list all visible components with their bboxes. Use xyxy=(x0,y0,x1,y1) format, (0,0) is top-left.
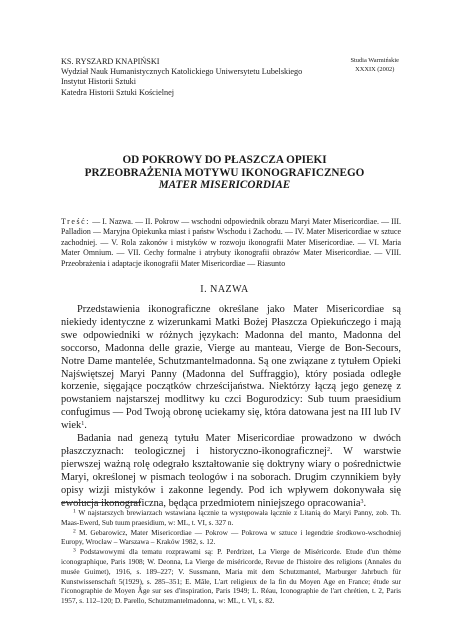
author-affiliation-block xyxy=(61,57,341,98)
footnote-2-number: 2 xyxy=(73,528,76,535)
footnote-1-number: 1 xyxy=(73,508,76,515)
footnote-2 xyxy=(61,528,401,548)
title-line-3: MATER MISERICORDIAE xyxy=(158,179,291,192)
footnote-2-text: M. Gebarowicz, Mater Misericordiae — Pokrow — Pokrowa w sztuce i legendzie środkowo-wschodniej Europy, Wrocław – Warszawa – Kraków 1982, s. 12. xyxy=(61,527,402,547)
paragraph-2-text: Badania nad genezą tytułu Mater Misericordiae prowadzono w dwóch płaszczyznach: teologicznej i historyczno-ikonograficznej xyxy=(61,433,401,457)
footnote-ref-3: 3 xyxy=(360,498,364,505)
paragraph-2-mid: . W warstwie pierwszej ważną rolę odegrało kształtowanie się doktryny wiary o pośrednictwie Maryi, określonej w pismach teologów i na soborach. Drugim czynnikiem były opisy wizji mistyków i zakonne legendy. Pod ich wpływem dokonywała się ewolucja ikonograficzna, będąca przedmiotem niniejszego opracowania xyxy=(61,445,401,509)
footnote-3-number: 3 xyxy=(73,547,76,554)
footnote-ref-2: 2 xyxy=(326,446,330,453)
contents-label: Treść: xyxy=(61,217,91,226)
affiliation-institute: Instytut Historii Sztuki xyxy=(61,77,137,87)
section-heading: I. NAZWA xyxy=(200,284,249,295)
paragraph-1-text: Przedstawienia ikonograficzne określane jako Mater Misericordiae są niekiedy identyczne z wizerunkami Matki Bożej Płaszcza Opiekuńczego i mają swe odpowiedniki w różnych językach: Madonna del manto, Madonna del soccorso, Madonna delle grazie, Vierge au manteau, Vierge de Bon-Secours, Notre Dame mantelée, Schutzmantelmadonna. Są one związane z tytułem Opieki Najświętszej Maryi Panny (Madonna del Suffraggio), który posiada odległe korzenie, sięgające początków chrześcijaństwa. Niektórzy łączą jego genezę z powstaniem najstarszej modlitwy ku czci Bogurodzicy: Sub tuum praesidium confugimus — Pod Twoją obronę uciekamy się, która datowana jest na III lub IV wiek xyxy=(61,304,401,432)
body-text xyxy=(61,304,401,511)
paragraph-2 xyxy=(61,433,401,510)
footnote-separator xyxy=(61,502,141,503)
footnote-1 xyxy=(61,508,401,528)
author-name: KS. RYSZARD KNAPIŃSKI xyxy=(61,57,160,66)
title-line-1: OD POKROWY DO PŁASZCZA OPIEKI xyxy=(122,154,327,166)
footnote-ref-1: 1 xyxy=(81,421,85,428)
contents-text: — I. Nazwa. — II. Pokrow — wschodni odpowiednik obrazu Maryi Mater Misericordiae. — III. Palladion — Maryjna Opiekunka miast i państw Wschodu i Zachodu. — IV. Mater Misericordiae w sztuce zachodniej. — V. Rola zakonów i mistyków w rozwoju ikonografii Mater Misericordiae. — VI. Maria Mater Omnium. — VII. Cechy formalne i atrybuty ikonografii obrazów Mater Misericordiae. — VIII. Przeobrażenia i adaptacje ikonografii Mater Misericordiae — Riasunto xyxy=(61,217,401,268)
footnotes xyxy=(61,508,401,606)
paragraph-2-end: . xyxy=(363,497,367,509)
article-title xyxy=(40,154,409,192)
journal-name: Studia Warmińskie xyxy=(350,57,399,64)
journal-info xyxy=(350,57,399,74)
footnote-3-text: Podstawowymi dla tematu rozprawami są: P. Perdrizet, La Vierge de Miséricorde. Etude d'un thème iconographique, Paris 1908; W. Deonna, La Vierge de miséricorde, Revue de l'histoire des religions (Annales du musée Guimet), 1916, s. 189–227; V. Sussmann, Maria mit dem Schutzmantel, Marburger Jahrbuch für Kunstwissenschaft 5(1929), s. 285–351; E. Mâle, L'art religieux de la fin du Moyen Age en France; étude sur l'iconographie de Moyen Âge sur ses d'inspiration, Paris 1949; L. Réau, Iconographie de l'art chrétien, t. 2, Paris 1957, s. 112–120; D. Parello, Schutzmantelmadonna, w: ML, t. VI, s. 82. xyxy=(61,547,402,606)
footnote-3 xyxy=(61,547,401,606)
journal-volume: XXXIX (2002) xyxy=(355,65,395,73)
affiliation-faculty: Wydział Nauk Humanistycznych Katolickiego Uniwersytetu Lubelskiego xyxy=(61,67,303,77)
paragraph-1 xyxy=(61,304,401,433)
table-of-contents xyxy=(61,217,401,269)
paragraph-1-end: . xyxy=(84,420,87,432)
title-line-2: PRZEOBRAŻENIA MOTYWU IKONOGRAFICZNEGO xyxy=(84,166,365,179)
affiliation-department: Katedra Historii Sztuki Kościelnej xyxy=(61,87,175,97)
footnote-1-text: W najstarszych brewiarzach wstawiana łącznie ta występowała łącznie z Litanią do Maryi Panny, zob. Th. Maas-Ewerd, Sub tuum praesidium, w: ML, t. VI, s. 327 n. xyxy=(61,508,401,527)
